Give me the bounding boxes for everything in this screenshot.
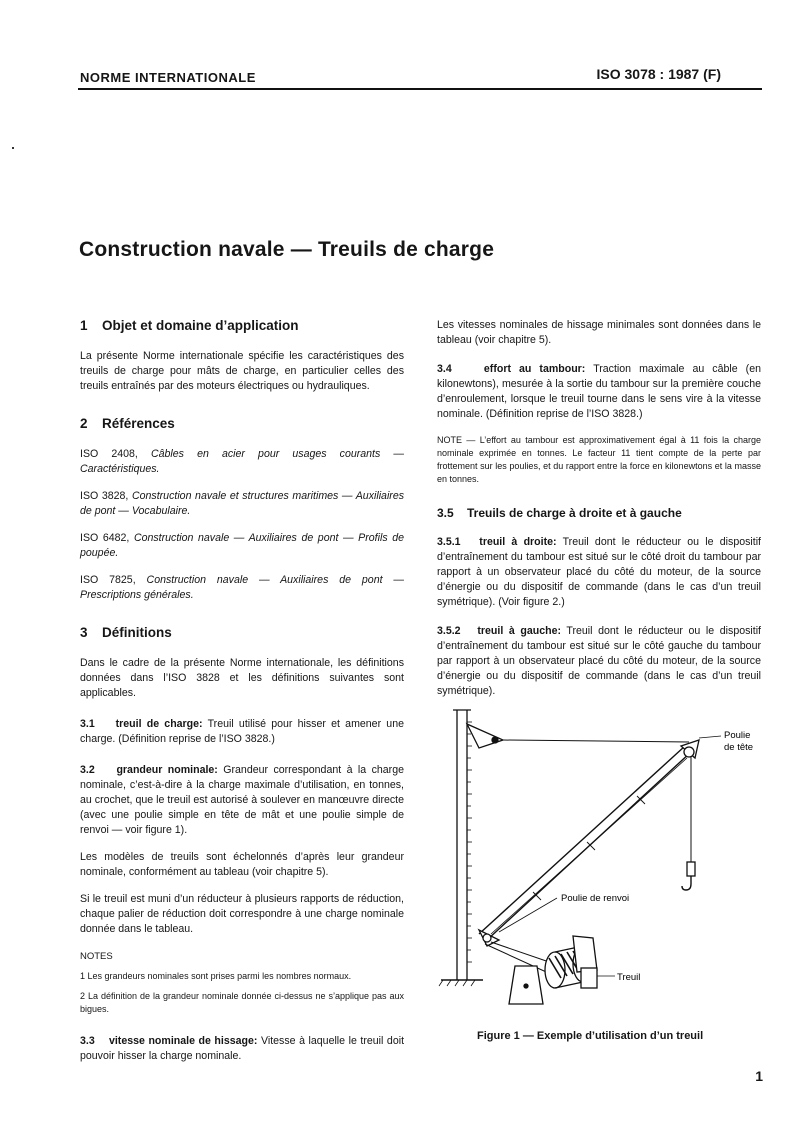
header-rule (78, 88, 762, 90)
left-column (80, 318, 404, 1076)
right-column (437, 318, 761, 711)
definition-3-5-1: 3.5.1 treuil à droite: Treuil dont le réducteur ou le dispositif d’entraînement du tambour est situé sur le côté droit du tambour par rapport à un observateur placé du côté du moteur, de la source d’énergie ou du dispositif de commande (dans le cas d’un treuil symétrique). (Voir figure 2.) (437, 536, 761, 608)
definition-3-1: 3.1 treuil de charge: Treuil utilisé pour hisser et amener une charge. (Définition reprise de l’ISO 3828.) (80, 718, 404, 745)
label-return-pulley: Poulie de renvoi (561, 893, 630, 904)
reference-item: ISO 6482, Construction navale — Auxiliaires de pont — Profils de poupée. (80, 532, 404, 559)
definition-3-2-para2: Les modèles de treuils sont échelonnés d’après leur grandeur nominale, conformément au tableau (voir chapitre 5). (80, 851, 404, 878)
scan-speck (12, 147, 14, 149)
label-head-pulley: Poulie (724, 730, 751, 741)
section-3-heading: 3 Définitions (80, 625, 172, 640)
mast-scale (467, 722, 472, 962)
return-pulley (483, 934, 491, 942)
section-3-5-heading: 3.5 Treuils de charge à droite et à gauche (437, 506, 682, 520)
winch-drum (545, 936, 597, 988)
reference-item: ISO 3828, Construction navale et structures maritimes — Auxiliaires de pont — Vocabulaire. (80, 490, 405, 517)
section-3-intro: Dans le cadre de la présente Norme internationale, les définitions données dans l’ISO 3828 et les définitions suivantes sont applicables. (80, 657, 404, 699)
notes-heading: NOTES (80, 951, 113, 962)
definition-3-4-note: NOTE — L’effort au tambour est approximativement égal à 11 fois la charge nominale exprimée en tonnes. Le facteur 11 tient compte de la perte par frottement sur les poulies, et du rapport entre la force en kilonewtons et la masse en tonnes. (437, 435, 761, 484)
note-2: 2 La définition de la grandeur nominale donnée ci-dessus ne s’applique pas aux bigues. (80, 991, 404, 1014)
reference-item: ISO 7825, Construction navale — Auxiliaires de pont — Prescriptions générales. (80, 574, 405, 601)
figure-caption: Figure 1 — Exemple d’utilisation d’un treuil (477, 1030, 704, 1042)
head-pulley (684, 747, 694, 757)
section-2-heading: 2 Références (80, 416, 175, 431)
note-1: 1 Les grandeurs nominales sont prises parmi les nombres normaux. (80, 971, 352, 981)
mast-head-eye (492, 737, 498, 743)
definition-3-3: 3.3 vitesse nominale de hissage: Vitesse à laquelle le treuil doit pouvoir hisser la charge nominale. (80, 1035, 405, 1062)
section-1-text: La présente Norme internationale spécifie les caractéristiques des treuils de charge pour mâts de charge, en particulier celles des treuils entraînés par des moteurs électriques ou hydrauliques. (80, 350, 404, 392)
header-left: NORME INTERNATIONALE (80, 70, 256, 85)
reference-item: ISO 2408, Câbles en acier pour usages courants — Caractéristiques. (80, 448, 404, 475)
hook (682, 876, 691, 890)
definition-3-5-2: 3.5.2 treuil à gauche: Treuil dont le réducteur ou le dispositif d’entraînement du tambour est situé sur le côté gauche du tambour par rapport à un observateur placé du côté du moteur, de la source d’énergie ou du dispositif de commande (dans le cas d’un treuil symétrique). (437, 625, 761, 697)
definition-3-2: 3.2 grandeur nominale: Grandeur correspondant à la charge nominale, c’est-à-dire à la charge maximale d’utilisation, en tonnes, au crochet, que le treuil est autorisé à soulever en manœuvre directe (avec une poulie simple en tête de mât et une poulie simple de renvoi — voir figure 1). (80, 764, 404, 836)
page-title: Construction navale — Treuils de charge (79, 238, 495, 261)
section-1-heading: 1 Objet et domaine d’application (80, 318, 299, 333)
definition-3-3-cont: Les vitesses nominales de hissage minimales sont données dans le tableau (voir chapitre 5). (437, 319, 761, 346)
page-number: 1 (755, 1068, 763, 1084)
label-winch: Treuil (617, 972, 641, 983)
header-right: ISO 3078 : 1987 (F) (596, 66, 721, 82)
winch-diagram (437, 702, 767, 1022)
label-head-pulley-2: de tête (724, 742, 754, 753)
boom-edge-1 (479, 746, 685, 934)
mast-head-bracket (467, 724, 503, 748)
figure-1 (437, 702, 767, 1022)
definition-3-2-para3: Si le treuil est muni d’un réducteur à plusieurs rapports de réduction, chaque palier de réduction doit correspondre à une charge nominale donnée dans le tableau. (80, 893, 404, 935)
definition-3-4: 3.4 effort au tambour: Traction maximale au câble (en kilonewtons), mesurée à la sortie du tambour sur la première couche d’enroulement, lorsque le treuil tourne dans le sens vire à la vitesse nominale. (Définition reprise de l’ISO 3828.) (437, 363, 761, 420)
hook-block (687, 862, 695, 876)
